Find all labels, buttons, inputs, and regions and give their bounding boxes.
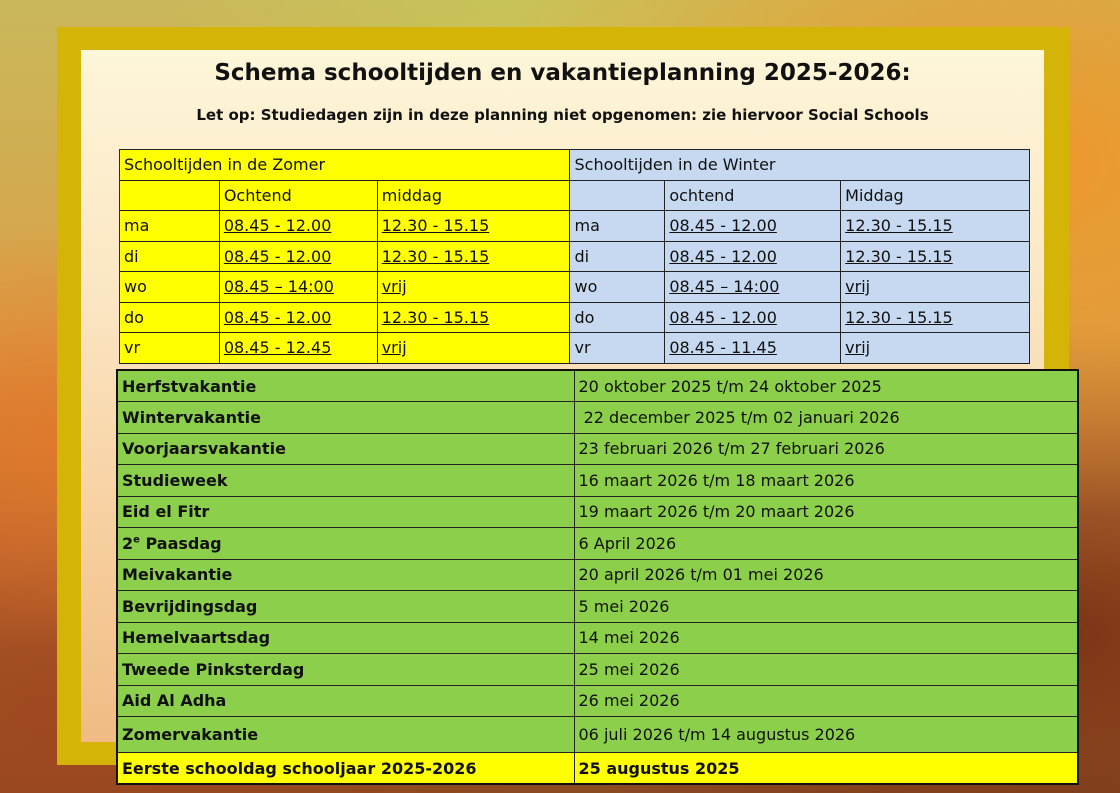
holiday-name: Studieweek <box>117 465 574 497</box>
holiday-name-number: 2 <box>122 533 134 553</box>
holiday-name: Hemelvaartsdag <box>117 622 574 654</box>
winter-day: di <box>570 241 665 272</box>
holiday-row <box>117 591 1078 623</box>
summer-afternoon: vrij <box>377 272 570 303</box>
summer-afternoon: 12.30 - 15.15 <box>377 211 570 242</box>
times-row <box>120 302 1030 333</box>
times-header-row <box>120 150 1030 181</box>
winter-day-col <box>570 180 665 211</box>
times-column-row <box>120 180 1030 211</box>
winter-morning: 08.45 - 12.00 <box>665 241 841 272</box>
summer-afternoon: 12.30 - 15.15 <box>377 241 570 272</box>
winter-morning: 08.45 - 12.00 <box>665 211 841 242</box>
summer-morning: 08.45 - 12.00 <box>219 302 377 333</box>
summer-afternoon: vrij <box>377 333 570 364</box>
summer-morning: 08.45 – 14:00 <box>219 272 377 303</box>
holiday-row <box>117 717 1078 753</box>
school-times-table <box>119 149 1030 364</box>
summer-header: Schooltijden in de Zomer <box>120 150 570 181</box>
holiday-date: 23 februari 2026 t/m 27 februari 2026 <box>574 433 1078 465</box>
holiday-date: 5 mei 2026 <box>574 591 1078 623</box>
winter-afternoon: vrij <box>841 333 1030 364</box>
winter-day: vr <box>570 333 665 364</box>
holiday-name: Voorjaarsvakantie <box>117 433 574 465</box>
winter-afternoon: 12.30 - 15.15 <box>841 302 1030 333</box>
holiday-name: Bevrijdingsdag <box>117 591 574 623</box>
summer-morning: 08.45 - 12.00 <box>219 241 377 272</box>
times-row <box>120 241 1030 272</box>
holiday-date: 06 juli 2026 t/m 14 augustus 2026 <box>574 717 1078 753</box>
holiday-date: 20 oktober 2025 t/m 24 oktober 2025 <box>574 370 1078 402</box>
holiday-name: Tweede Pinksterdag <box>117 654 574 686</box>
summer-afternoon-col: middag <box>377 180 570 211</box>
holiday-name-ordinal: e <box>133 534 140 546</box>
summer-afternoon: 12.30 - 15.15 <box>377 302 570 333</box>
winter-afternoon-col: Middag <box>841 180 1030 211</box>
holiday-name-text: Paasdag <box>139 533 222 553</box>
winter-afternoon: vrij <box>841 272 1030 303</box>
holiday-name: Wintervakantie <box>117 402 574 434</box>
holiday-name: Eid el Fitr <box>117 496 574 528</box>
winter-morning-col: ochtend <box>665 180 841 211</box>
holiday-date: 20 april 2026 t/m 01 mei 2026 <box>574 559 1078 591</box>
summer-morning-col: Ochtend <box>219 180 377 211</box>
winter-morning: 08.45 - 12.00 <box>665 302 841 333</box>
holiday-row <box>117 402 1078 434</box>
holiday-name <box>117 528 574 560</box>
holiday-date: 14 mei 2026 <box>574 622 1078 654</box>
holiday-table <box>116 369 1079 785</box>
winter-morning: 08.45 – 14:00 <box>665 272 841 303</box>
summer-day: do <box>120 302 220 333</box>
holiday-name: Zomervakantie <box>117 717 574 753</box>
holiday-date: 22 december 2025 t/m 02 januari 2026 <box>574 402 1078 434</box>
times-row <box>120 272 1030 303</box>
holiday-date: 26 mei 2026 <box>574 685 1078 717</box>
winter-day: ma <box>570 211 665 242</box>
winter-morning: 08.45 - 11.45 <box>665 333 841 364</box>
holiday-name: Herfstvakantie <box>117 370 574 402</box>
page-title: Schema schooltijden en vakantieplanning 2025-2026: <box>214 60 911 86</box>
times-row <box>120 333 1030 364</box>
holiday-date: 6 April 2026 <box>574 528 1078 560</box>
summer-morning: 08.45 - 12.00 <box>219 211 377 242</box>
holiday-row <box>117 559 1078 591</box>
summer-day: wo <box>120 272 220 303</box>
holiday-row <box>117 496 1078 528</box>
holiday-row <box>117 654 1078 686</box>
holiday-row <box>117 622 1078 654</box>
first-school-day-row <box>117 753 1078 785</box>
winter-day: wo <box>570 272 665 303</box>
holiday-row <box>117 433 1078 465</box>
holiday-row <box>117 685 1078 717</box>
times-row <box>120 211 1030 242</box>
holiday-date: 16 maart 2026 t/m 18 maart 2026 <box>574 465 1078 497</box>
summer-day-col <box>120 180 220 211</box>
winter-header: Schooltijden in de Winter <box>570 150 1030 181</box>
winter-afternoon: 12.30 - 15.15 <box>841 211 1030 242</box>
first-school-day-date: 25 augustus 2025 <box>574 753 1078 785</box>
summer-day: vr <box>120 333 220 364</box>
holiday-date: 25 mei 2026 <box>574 654 1078 686</box>
page-subtitle: Let op: Studiedagen zijn in deze planning niet opgenomen: zie hiervoor Social Schools <box>196 106 929 124</box>
holiday-name: Aid Al Adha <box>117 685 574 717</box>
holiday-date: 19 maart 2026 t/m 20 maart 2026 <box>574 496 1078 528</box>
holiday-row <box>117 465 1078 497</box>
summer-morning: 08.45 - 12.45 <box>219 333 377 364</box>
winter-day: do <box>570 302 665 333</box>
holiday-name: Meivakantie <box>117 559 574 591</box>
first-school-day-label: Eerste schooldag schooljaar 2025-2026 <box>117 753 574 785</box>
winter-afternoon: 12.30 - 15.15 <box>841 241 1030 272</box>
holiday-row <box>117 370 1078 402</box>
summer-day: di <box>120 241 220 272</box>
holiday-row <box>117 528 1078 560</box>
summer-day: ma <box>120 211 220 242</box>
